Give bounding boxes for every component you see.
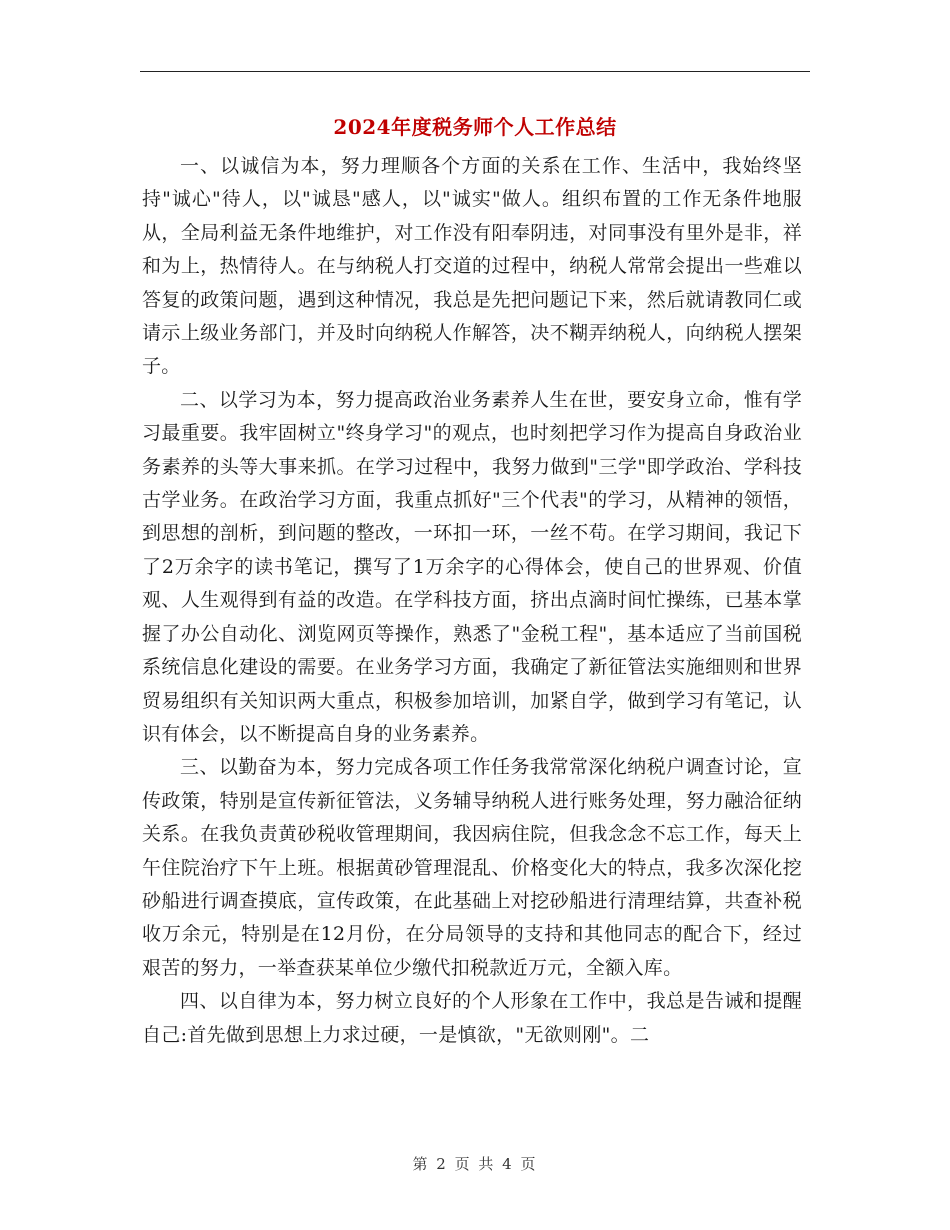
document-body — [142, 150, 802, 1052]
paragraph-4: 四、以自律为本，努力树立良好的个人形象在工作中，我总是告诫和提醒自己:首先做到思想上力求过硬，一是慎欲，"无欲则刚"。二 — [142, 990, 802, 1046]
paragraph-3: 三、以勤奋为本，努力完成各项工作任务我常常深化纳税户调查讨论，宣传政策，特别是宣传新征管法，义务辅导纳税人进行账务处理，努力融洽征纳关系。在我负责黄砂税收管理期间，我因病住院，但我念念不忘工作，每天上午住院治疗下午上班。根据黄砂管理混乱、价格变化大的特点，我多次深化挖砂船进行调查摸底，宣传政策，在此基础上对挖砂船进行清理结算，共查补税收万余元，特别是在12月份，在分局领导的支持和其他同志的配合下，经过艰苦的努力，一举查获某单位少缴代扣税款近万元，全额入库。 — [142, 756, 802, 979]
paragraph-2: 二、以学习为本，努力提高政治业务素养人生在世，要安身立命，惟有学习最重要。我牢固树立"终身学习"的观点，也时刻把学习作为提高自身政治业务素养的头等大事来抓。在学习过程中，我努力做到"三学"即学政治、学科技古学业务。在政治学习方面，我重点抓好"三个代表"的学习，从精神的领悟，到思想的剖析，到问题的整改，一环扣一环，一丝不苟。在学习期间，我记下了2万余字的读书笔记，撰写了1万余字的心得体会，使自己的世界观、价值观、人生观得到有益的改造。在学科技方面，挤出点滴时间忙操练，已基本掌握了办公自动化、浏览网页等操作，熟悉了"金税工程"，基本适应了当前国税系统信息化建设的需要。在业务学习方面，我确定了新征管法实施细则和世界贸易组织有关知识两大重点，积极参加培训，加紧自学，做到学习有笔记，认识有体会，以不断提高自身的业务素养。 — [142, 388, 802, 745]
document-title: 2024年度税务师个人工作总结 — [333, 115, 617, 139]
paragraph-1: 一、以诚信为本，努力理顺各个方面的关系在工作、生活中，我始终坚持"诚心"待人，以"诚恳"感人，以"诚实"做人。组织布置的工作无条件地服从，全局利益无条件地维护，对工作没有阳奉阴违，对同事没有里外是非，祥和为上，热情待人。在与纳税人打交道的过程中，纳税人常常会提出一些难以答复的政策问题，遇到这种情况，我总是先把问题记下来，然后就请教同仁或请示上级业务部门，并及时向纳税人作解答，决不糊弄纳税人，向纳税人摆架子。 — [142, 155, 802, 378]
page-number: 第 2 页 共 4 页 — [412, 1155, 538, 1173]
header-rule — [140, 71, 810, 72]
